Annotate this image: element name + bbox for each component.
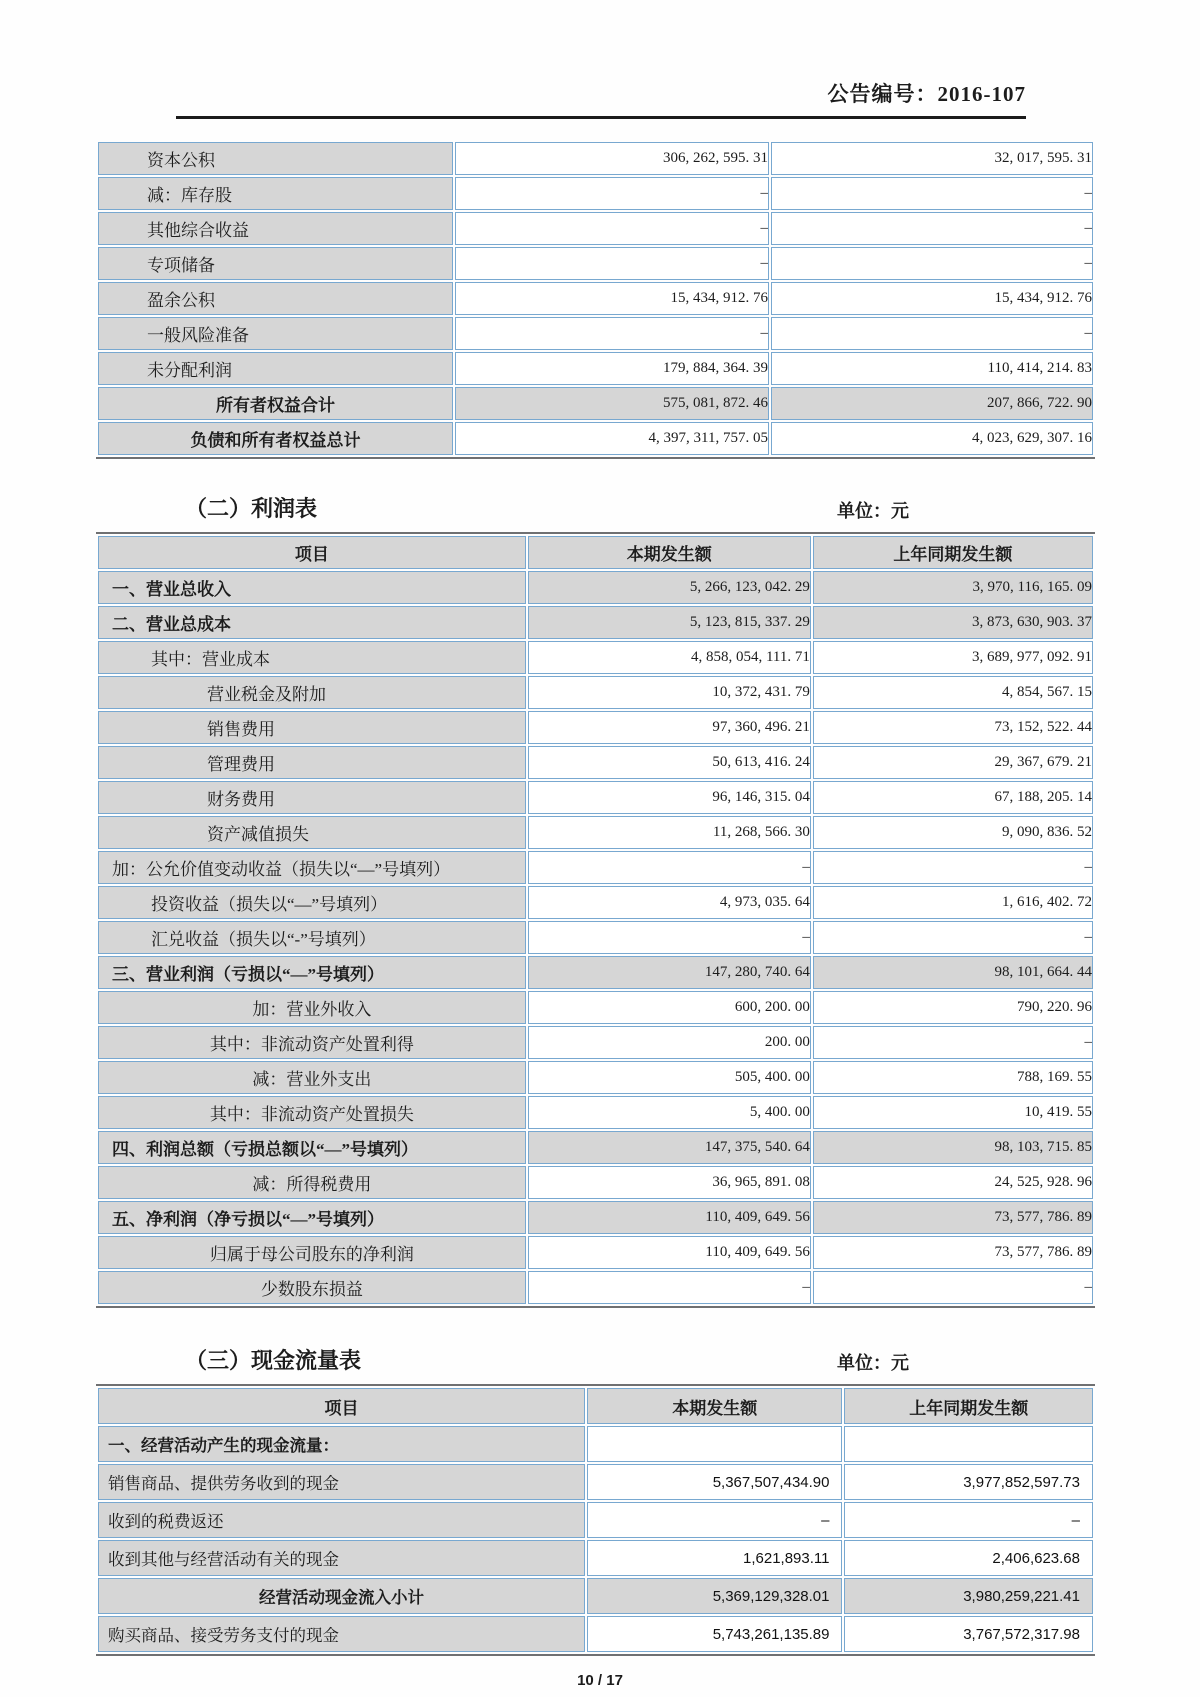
row-value-current: 5, 266, 123, 042. 29 — [528, 571, 811, 604]
table-row — [98, 676, 1093, 709]
row-value-current: 97, 360, 496. 21 — [528, 711, 811, 744]
cash-flow-heading — [185, 1344, 909, 1375]
page-number: 10 / 17 — [577, 1672, 623, 1689]
table-row — [98, 1616, 1093, 1652]
table-row — [98, 422, 1093, 455]
header-divider — [176, 116, 1026, 119]
row-value-current: 179, 884, 364. 39 — [455, 352, 769, 385]
row-value-current: 10, 372, 431. 79 — [528, 676, 811, 709]
table-row — [98, 1426, 1093, 1462]
row-value-current: 5, 400. 00 — [528, 1096, 811, 1129]
row-value-previous: 67, 188, 205. 14 — [813, 781, 1093, 814]
row-value-current: 600, 200. 00 — [528, 991, 811, 1024]
row-label: 资本公积 — [98, 142, 453, 175]
row-label: 经营活动现金流入小计 — [98, 1578, 585, 1614]
row-label: 财务费用 — [98, 781, 526, 814]
balance-sheet-table — [96, 140, 1095, 457]
table-row — [98, 247, 1093, 280]
row-value-current: 4, 858, 054, 111. 71 — [528, 641, 811, 674]
row-value-previous: – — [771, 177, 1093, 210]
row-value-current: 4, 397, 311, 757. 05 — [455, 422, 769, 455]
column-header-current-period: 本期发生额 — [528, 536, 811, 569]
row-value-current: 96, 146, 315. 04 — [528, 781, 811, 814]
row-value-previous: 10, 419. 55 — [813, 1096, 1093, 1129]
row-value-current: 110, 409, 649. 56 — [528, 1236, 811, 1269]
row-label: 一、营业总收入 — [98, 571, 526, 604]
table-row — [98, 1131, 1093, 1164]
row-value-current: – — [455, 177, 769, 210]
table-row — [98, 1201, 1093, 1234]
row-value-current: 505, 400. 00 — [528, 1061, 811, 1094]
balance-sheet-section — [96, 140, 1095, 459]
row-label: 其中：非流动资产处置利得 — [98, 1026, 526, 1059]
row-label: 二、营业总成本 — [98, 606, 526, 639]
row-value-current: – — [528, 921, 811, 954]
row-label: 所有者权益合计 — [98, 387, 453, 420]
table-row — [98, 1271, 1093, 1304]
table-row — [98, 1096, 1093, 1129]
table-row — [98, 212, 1093, 245]
row-value-previous: 207, 866, 722. 90 — [771, 387, 1093, 420]
row-value-previous: 32, 017, 595. 31 — [771, 142, 1093, 175]
row-value-current: 1,621,893.11 — [587, 1540, 843, 1576]
row-value-current: – — [455, 317, 769, 350]
row-value-previous: 3,980,259,221.41 — [844, 1578, 1093, 1614]
row-label: 五、净利润（净亏损以“—”号填列） — [98, 1201, 526, 1234]
row-value-previous: 3, 873, 630, 903. 37 — [813, 606, 1093, 639]
income-statement-section — [96, 532, 1095, 1308]
row-label: 销售费用 — [98, 711, 526, 744]
table-row — [98, 282, 1093, 315]
row-value-previous: 110, 414, 214. 83 — [771, 352, 1093, 385]
row-label: 其中：营业成本 — [98, 641, 526, 674]
row-value-current — [587, 1426, 843, 1462]
row-label: 负债和所有者权益总计 — [98, 422, 453, 455]
row-value-current: 306, 262, 595. 31 — [455, 142, 769, 175]
row-label: 收到的税费返还 — [98, 1502, 585, 1538]
column-header-prior-period: 上年同期发生额 — [844, 1388, 1093, 1424]
row-value-previous: 2,406,623.68 — [844, 1540, 1093, 1576]
row-value-previous: 3,767,572,317.98 — [844, 1616, 1093, 1652]
row-value-previous — [844, 1426, 1093, 1462]
row-value-previous: – — [813, 1026, 1093, 1059]
column-header-current-period: 本期发生额 — [587, 1388, 843, 1424]
income-statement-unit: 单位：元 — [837, 501, 909, 521]
table-row — [98, 571, 1093, 604]
row-label: 汇兑收益（损失以“-”号填列） — [98, 921, 526, 954]
row-value-current: 50, 613, 416. 24 — [528, 746, 811, 779]
income-statement-title: （二）利润表 — [185, 496, 318, 521]
row-value-previous: – — [813, 921, 1093, 954]
row-value-current: 575, 081, 872. 46 — [455, 387, 769, 420]
cash-flow-unit: 单位：元 — [837, 1353, 909, 1373]
row-value-previous: 73, 152, 522. 44 — [813, 711, 1093, 744]
row-label: 少数股东损益 — [98, 1271, 526, 1304]
table-row — [98, 352, 1093, 385]
table-row — [98, 387, 1093, 420]
row-value-previous: 3, 970, 116, 165. 09 — [813, 571, 1093, 604]
table-row — [98, 1061, 1093, 1094]
table-row — [98, 991, 1093, 1024]
table-row — [98, 1540, 1093, 1576]
row-value-previous: – — [771, 317, 1093, 350]
table-header-row — [98, 1388, 1093, 1424]
cash-flow-title: （三）现金流量表 — [185, 1348, 362, 1373]
table-row — [98, 921, 1093, 954]
doc-number: 公告编号：2016-107 — [827, 82, 1026, 106]
row-value-current: 147, 280, 740. 64 — [528, 956, 811, 989]
row-value-previous: 98, 101, 664. 44 — [813, 956, 1093, 989]
row-value-previous: 3, 689, 977, 092. 91 — [813, 641, 1093, 674]
column-header-item: 项目 — [98, 536, 526, 569]
table-row — [98, 606, 1093, 639]
row-value-previous: 1, 616, 402. 72 — [813, 886, 1093, 919]
row-value-current: 5,367,507,434.90 — [587, 1464, 843, 1500]
table-row — [98, 317, 1093, 350]
cash-flow-table — [96, 1386, 1095, 1654]
table-row — [98, 886, 1093, 919]
row-value-previous: 4, 854, 567. 15 — [813, 676, 1093, 709]
table-row — [98, 746, 1093, 779]
row-label: 其他综合收益 — [98, 212, 453, 245]
table-row — [98, 781, 1093, 814]
row-value-previous: – — [771, 247, 1093, 280]
row-value-current: – — [455, 247, 769, 280]
row-label: 专项储备 — [98, 247, 453, 280]
table-row — [98, 1464, 1093, 1500]
row-value-previous: 29, 367, 679. 21 — [813, 746, 1093, 779]
row-value-current: – — [528, 851, 811, 884]
row-label: 营业税金及附加 — [98, 676, 526, 709]
row-label: 加：公允价值变动收益（损失以“—”号填列） — [98, 851, 526, 884]
table-row — [98, 1502, 1093, 1538]
table-row — [98, 851, 1093, 884]
row-value-previous: 9, 090, 836. 52 — [813, 816, 1093, 849]
row-label: 归属于母公司股东的净利润 — [98, 1236, 526, 1269]
table-row — [98, 711, 1093, 744]
table-row — [98, 1236, 1093, 1269]
row-value-previous: – — [813, 851, 1093, 884]
row-value-previous: 790, 220. 96 — [813, 991, 1093, 1024]
column-header-prior-period: 上年同期发生额 — [813, 536, 1093, 569]
row-label: 购买商品、接受劳务支付的现金 — [98, 1616, 585, 1652]
row-value-current: 5,369,129,328.01 — [587, 1578, 843, 1614]
row-value-current: 4, 973, 035. 64 — [528, 886, 811, 919]
row-label: 销售商品、提供劳务收到的现金 — [98, 1464, 585, 1500]
row-label: 盈余公积 — [98, 282, 453, 315]
row-label: 投资收益（损失以“—”号填列） — [98, 886, 526, 919]
table-row — [98, 641, 1093, 674]
row-value-current: 110, 409, 649. 56 — [528, 1201, 811, 1234]
row-label: 收到其他与经营活动有关的现金 — [98, 1540, 585, 1576]
table-row — [98, 816, 1093, 849]
row-value-previous: 3,977,852,597.73 — [844, 1464, 1093, 1500]
table-header-row — [98, 536, 1093, 569]
row-value-previous: – — [844, 1502, 1093, 1538]
row-label: 一般风险准备 — [98, 317, 453, 350]
row-value-current: 5, 123, 815, 337. 29 — [528, 606, 811, 639]
row-value-current: – — [455, 212, 769, 245]
row-value-current: 5,743,261,135.89 — [587, 1616, 843, 1652]
row-label: 其中：非流动资产处置损失 — [98, 1096, 526, 1129]
row-label: 三、营业利润（亏损以“—”号填列） — [98, 956, 526, 989]
income-statement-heading — [185, 492, 909, 523]
income-statement-table — [96, 534, 1095, 1306]
table-row — [98, 1166, 1093, 1199]
row-value-previous: 98, 103, 715. 85 — [813, 1131, 1093, 1164]
row-value-previous: 24, 525, 928. 96 — [813, 1166, 1093, 1199]
row-value-previous: – — [813, 1271, 1093, 1304]
row-value-previous: 15, 434, 912. 76 — [771, 282, 1093, 315]
table-row — [98, 1578, 1093, 1614]
column-header-item: 项目 — [98, 1388, 585, 1424]
cash-flow-section — [96, 1384, 1095, 1656]
row-value-previous: 788, 169. 55 — [813, 1061, 1093, 1094]
row-label: 加：营业外收入 — [98, 991, 526, 1024]
table-row — [98, 142, 1093, 175]
row-value-current: 11, 268, 566. 30 — [528, 816, 811, 849]
row-value-current: – — [587, 1502, 843, 1538]
table-row — [98, 956, 1093, 989]
row-label: 一、经营活动产生的现金流量： — [98, 1426, 585, 1462]
row-label: 资产减值损失 — [98, 816, 526, 849]
row-label: 未分配利润 — [98, 352, 453, 385]
row-value-previous: 4, 023, 629, 307. 16 — [771, 422, 1093, 455]
row-value-current: 147, 375, 540. 64 — [528, 1131, 811, 1164]
row-value-current: – — [528, 1271, 811, 1304]
row-label: 减：库存股 — [98, 177, 453, 210]
table-row — [98, 177, 1093, 210]
row-value-previous: 73, 577, 786. 89 — [813, 1236, 1093, 1269]
row-value-current: 200. 00 — [528, 1026, 811, 1059]
row-value-previous: 73, 577, 786. 89 — [813, 1201, 1093, 1234]
row-value-current: 36, 965, 891. 08 — [528, 1166, 811, 1199]
row-label: 四、利润总额（亏损总额以“—”号填列） — [98, 1131, 526, 1164]
row-label: 减：所得税费用 — [98, 1166, 526, 1199]
row-value-previous: – — [771, 212, 1093, 245]
row-value-current: 15, 434, 912. 76 — [455, 282, 769, 315]
row-label: 管理费用 — [98, 746, 526, 779]
row-label: 减：营业外支出 — [98, 1061, 526, 1094]
table-row — [98, 1026, 1093, 1059]
